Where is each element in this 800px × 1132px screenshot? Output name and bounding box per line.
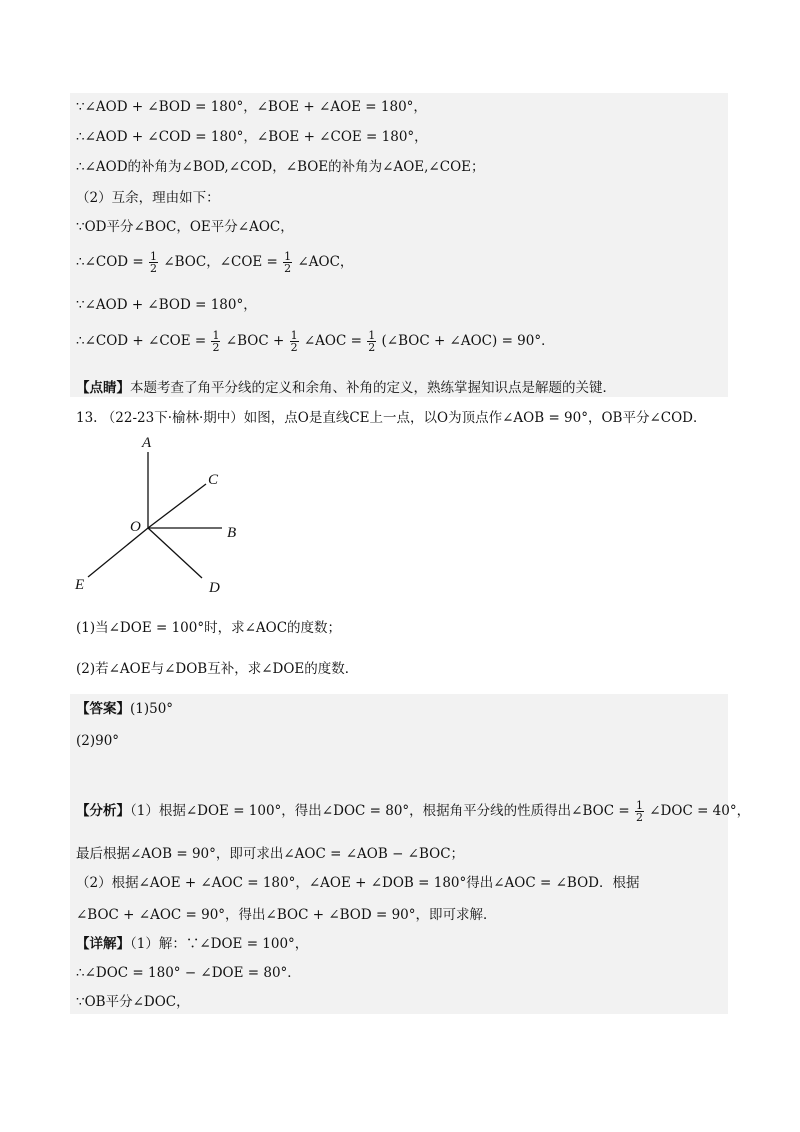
detail-label: 【详解】 — [76, 936, 130, 952]
text-seg: ∠AOC， — [297, 254, 354, 270]
answer-label: 【答案】 — [76, 701, 130, 717]
fraction-half: $\frac{1}{2}$ — [212, 329, 220, 354]
angle-figure — [70, 432, 270, 602]
label-B: B — [227, 525, 237, 541]
fraction-half: $\frac{1}{2}$ — [635, 799, 643, 824]
text-seg: ∠BOC，∠COE = — [163, 254, 278, 270]
fraction-half: $\frac{1}{2}$ — [284, 250, 292, 275]
text-seg: (∠BOC + ∠AOC) = 90°． — [381, 333, 555, 349]
fraction-half: $\frac{1}{2}$ — [290, 329, 298, 354]
question-2: (2)若∠AOE与∠DOB互补，求∠DOE的度数． — [76, 661, 359, 677]
analysis-label: 【分析】 — [76, 803, 130, 819]
analysis-line-4: ∠BOC + ∠AOC = 90°，得出∠BOC + ∠BOD = 90°，即可求解． — [76, 907, 497, 923]
text-seg: ∠AOC = — [303, 333, 362, 349]
answer-line-2: (2)90° — [76, 733, 120, 749]
problem-statement — [76, 409, 707, 427]
analysis-line-2: 最后根据∠AOB = 90°，即可求出∠AOC = ∠AOB − ∠BOC； — [76, 846, 465, 862]
solution-line-4: （2）互余，理由如下： — [76, 190, 220, 206]
label-O: O — [130, 519, 141, 535]
detail-line-2: ∴∠DOC = 180° − ∠DOE = 80°． — [76, 965, 301, 981]
solution-line-2: ∴∠AOD + ∠COD = 180°，∠BOE + ∠COE = 180°， — [76, 129, 428, 145]
answer-line-1 — [76, 700, 173, 718]
solution-line-7: ∵∠AOD + ∠BOD = 180°， — [76, 297, 257, 313]
text-seg: （1）根据∠DOE = 100°，得出∠DOC = 80°，根据角平分线的性质得出∠BOC = — [130, 803, 630, 819]
solution-line-6 — [76, 251, 353, 274]
detail-line-3: ∵OB平分∠DOC， — [76, 994, 190, 1010]
fraction-half: $\frac{1}{2}$ — [368, 329, 376, 354]
analysis-line-1 — [76, 800, 750, 823]
text-seg: （1）解：∵∠DOE = 100°， — [130, 936, 309, 952]
label-A: A — [142, 435, 152, 451]
detail-line-1 — [76, 935, 308, 953]
comment-text: 本题考查了角平分线的定义和余角、补角的定义，熟练掌握知识点是解题的关键． — [130, 380, 616, 396]
text-seg: ∴∠COD = — [76, 254, 144, 270]
solution-line-3: ∴∠AOD的补角为∠BOD,∠COD，∠BOE的补角为∠AOE,∠COE； — [76, 159, 485, 175]
text-seg: ∠BOC + — [225, 333, 285, 349]
label-E: E — [75, 577, 85, 593]
solution-line-1: ∵∠AOD + ∠BOD = 180°，∠BOE + ∠AOE = 180°， — [76, 99, 427, 115]
text-seg: ∠DOC = 40°， — [649, 803, 751, 819]
label-D: D — [209, 580, 220, 596]
solution-line-5: ∵OD平分∠BOC，OE平分∠AOC， — [76, 219, 294, 235]
analysis-line-3: （2）根据∠AOE + ∠AOC = 180°，∠AOE + ∠DOB = 180°得出∠AOC = ∠BOD．根据 — [76, 875, 640, 891]
comment-label: 【点睛】 — [76, 380, 130, 396]
question-1: (1)当∠DOE = 100°时，求∠AOC的度数； — [76, 620, 342, 636]
answer-1: (1)50° — [130, 701, 174, 717]
solution-line-8 — [76, 330, 555, 353]
text-seg: ∴∠COD + ∠COE = — [76, 333, 207, 349]
problem-number: 13. — [76, 410, 98, 426]
label-C: C — [208, 472, 219, 488]
problem-text: （22-23下·榆林·期中）如图，点O是直线CE上一点，以O为顶点作∠AOB = 90°，OB平分∠COD． — [101, 410, 707, 426]
fraction-half: $\frac{1}{2}$ — [150, 250, 158, 275]
comment-line — [76, 379, 616, 397]
